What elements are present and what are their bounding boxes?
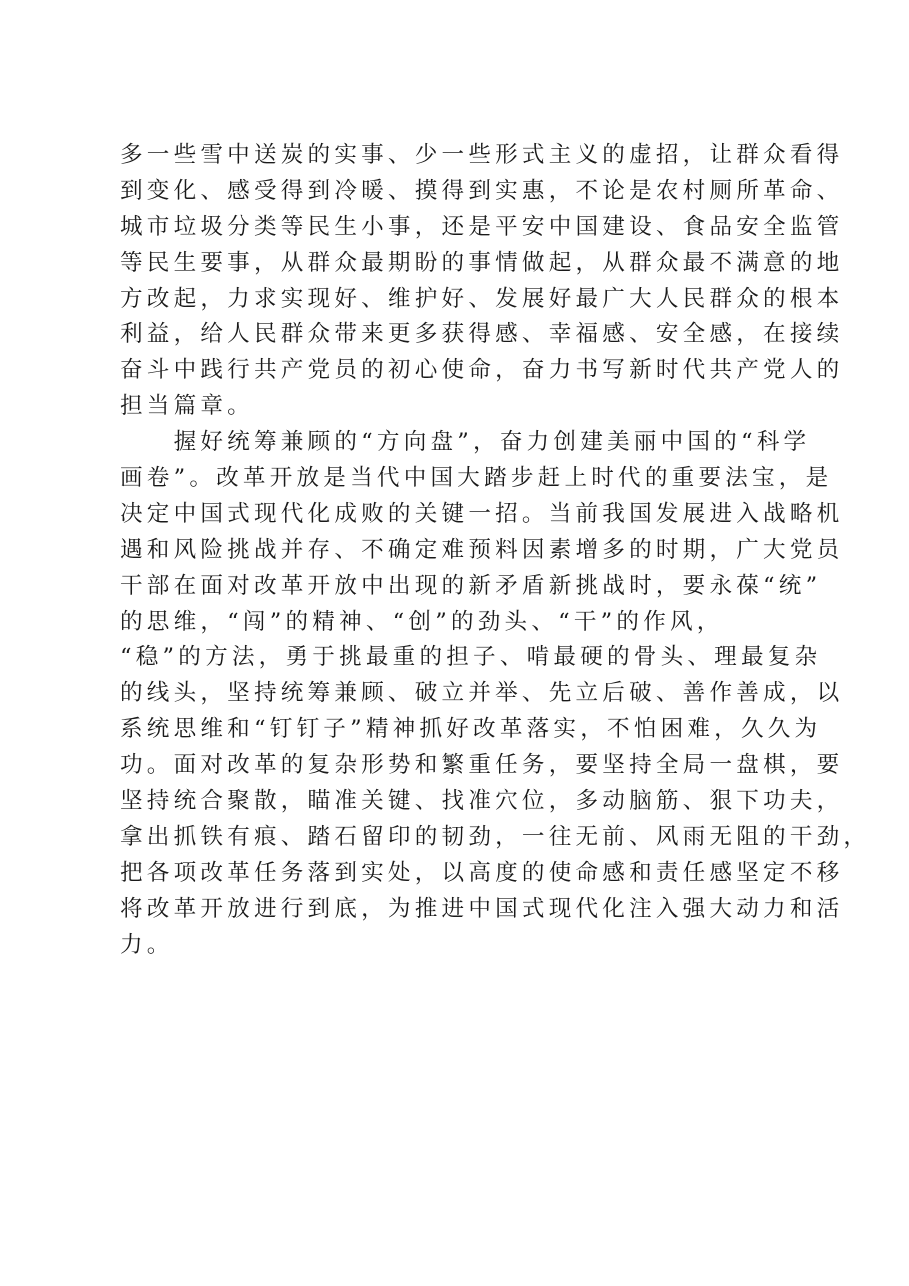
text-line: 把各项改革任务落到实处，以高度的使命感和责任感坚定不移 bbox=[120, 859, 844, 886]
text-line: 多一些雪中送炭的实事、少一些形式主义的虚招，让群众看得 bbox=[120, 142, 844, 168]
body-text bbox=[120, 138, 870, 963]
text-line: 利益，给人民群众带来更多获得感、幸福感、安全感，在接续 bbox=[120, 321, 844, 348]
text-line: 的思维，“闯”的精神、“创”的劲头、“干”的作风， bbox=[120, 608, 724, 635]
text-line: 担当篇章。 bbox=[120, 393, 254, 420]
text-line: 决定中国式现代化成败的关键一招。当前我国发展进入战略机 bbox=[120, 500, 844, 527]
text-line: 等民生要事，从群众最期盼的事情做起，从群众最不满意的地 bbox=[120, 249, 844, 276]
text-line: 遇和风险挑战并存、不确定难预料因素增多的时期，广大党员 bbox=[120, 536, 844, 563]
text-line: 将改革开放进行到底，为推进中国式现代化注入强大动力和活 bbox=[120, 895, 844, 922]
text-line: “稳”的方法，勇于挑最重的担子、啃最硬的骨头、理最复杂 bbox=[120, 644, 822, 671]
text-line: 拿出抓铁有痕、踏石留印的韧劲，一往无前、风雨无阻的干劲， bbox=[120, 823, 871, 850]
text-line: 功。面对改革的复杂形势和繁重任务，要坚持全局一盘棋，要 bbox=[120, 752, 844, 779]
paragraph-2 bbox=[120, 425, 870, 963]
text-line: 方改起，力求实现好、维护好、发展好最广大人民群众的根本 bbox=[120, 285, 844, 312]
text-line: 系统思维和“钉钉子”精神抓好改革落实，不怕困难，久久为 bbox=[120, 716, 822, 743]
text-line: 力。 bbox=[120, 931, 174, 958]
text-line: 画卷”。改革开放是当代中国大踏步赶上时代的重要法宝，是 bbox=[120, 465, 833, 492]
text-line: 城市垃圾分类等民生小事，还是平安中国建设、食品安全监管 bbox=[120, 213, 844, 240]
text-line: 握好统筹兼顾的“方向盘”，奋力创建美丽中国的“科学 bbox=[120, 429, 811, 456]
text-line: 的线头，坚持统筹兼顾、破立并举、先立后破、善作善成，以 bbox=[120, 680, 844, 707]
text-line: 到变化、感受得到冷暖、摸得到实惠，不论是农村厕所革命、 bbox=[120, 177, 844, 204]
text-line: 奋斗中践行共产党员的初心使命，奋力书写新时代共产党人的 bbox=[120, 357, 844, 384]
text-line: 坚持统合聚散，瞄准关键、找准穴位，多动脑筋、狠下功夫， bbox=[120, 788, 844, 815]
text-line: 干部在面对改革开放中出现的新矛盾新挑战时，要永葆“统” bbox=[120, 572, 822, 599]
paragraph-1 bbox=[120, 138, 870, 425]
